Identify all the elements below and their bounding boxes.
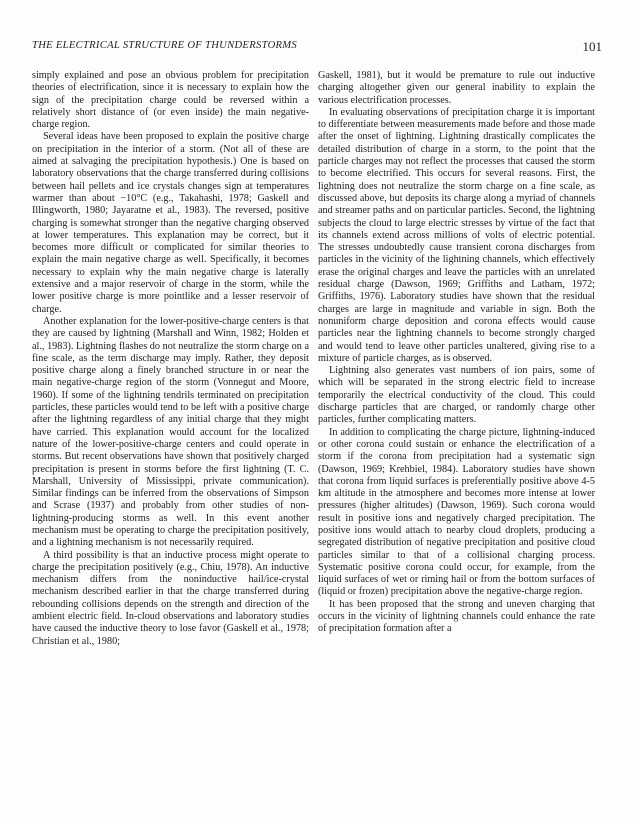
- paragraph: Gaskell, 1981), but it would be premature to rule out inductive charging altogether given our general inability to explain the various electrification processes.: [318, 70, 595, 106]
- page-number: 101: [582, 39, 602, 54]
- paragraph: In evaluating observations of precipitation charge it is important to differentiate between measurements made before and those made after the onset of lightning. Lightning drastically complicates the detailed distribution of charge in a storm, to the point that the particle charges may not reflect the processes that caused the storm to become electrified. This occurs for several reasons. First, the lightning does not neutralize the storm charge on a fine scale, as discussed above, but deposits its charge along a myriad of channels and streamer paths and on particular particles. Second, the lightning subjects the cloud to large electric stresses by virtue of the fact that its channels extend across millions of volts of electric potential. The stresses undoubtedly cause transient corona discharges from particles in the vicinity of the lightning channels, which effectively erase the original charges and leave the particles with an unrelated residual charge (Dawson, 1969; Griffiths and Latham, 1972; Griffiths, 1976). Laboratory studies have shown that the residual charges are large in magnitude and variable in sign. Both the nonuniform charge deposition and corona effects would cause particles near the lightning channels to become strongly charged and would tend to leave other particles unaltered, giving rise to a mixture of particle charges, as is observed.: [318, 106, 595, 364]
- paragraph: Lightning also generates vast numbers of ion pairs, some of which will be separated in the strong electric field to increase temporarily the electrical conductivity of the cloud. This could discharge particles that are charged, or randomly charge other particles, further complicating matters.: [318, 365, 595, 426]
- paragraph: In addition to complicating the charge picture, lightning-induced or other corona could sustain or enhance the electrification of a storm if the corona from precipitation had a systematic sign (Dawson, 1969; Krehbiel, 1984). Laboratory studies have shown that corona from liquid surfaces is preferentially positive above 4-5 km altitude in the atmosphere and becomes more intense at lower pressures (higher altitudes) (Dawson, 1969). Such corona would result in positive ions and negatively charged precipitation. The positive ions would attach to nearby cloud droplets, producing a segregated distribution of negative precipitation and positive cloud particles similar to that of a collisional charging process. Systematic positive corona could occur, for example, from the liquid surfaces of wet or riming hail or from the bottom surfaces of (liquid or frozen) precipitation above the negative-charge region.: [318, 426, 595, 598]
- left-column: [32, 70, 309, 648]
- paragraph: It has been proposed that the strong and uneven charging that occurs in the vicinity of lightning channels could enhance the rate of precipitation formation after a: [318, 598, 595, 635]
- paragraph: Several ideas have been proposed to explain the positive charge on precipitation in the interior of a storm. (Not all of these are aimed at salvaging the precipitation hypothesis.) One is based on laboratory observations that the charge transferred during collisions between hail pellets and ice crystals changes sign at temperatures warmer than about −10°C (e.g., Takahashi, 1978; Gaskell and Illingworth, 1980; Jayaratne et al., 1983). The reversed, positive charging is somewhat stronger than the negative charging observed at lower temperatures. This explanation may be correct, but it becomes more difficult or complicated for similar theories to explain the main negative charge as well. Specifically, it becomes necessary to explain why the main negative charge is laterally extensive and a major reservoir of charge in the storm, while the lower positive charge is more pointlike and a lesser reservoir of charge.: [32, 131, 309, 315]
- paragraph: A third possibility is that an inductive process might operate to charge the precipitation positively (e.g., Chiu, 1978). An inductive mechanism differs from the noninductive hail/ice-crystal mechanism described earlier in that the charge transferred during rebounding collisions depends on the strength and direction of the ambient electric field. In-cloud observations and laboratory studies have caused the inductive theory to lose favor (Gaskell et al., 1978; Christian et al., 1980;: [32, 549, 309, 647]
- paragraph: Another explanation for the lower-positive-charge centers is that they are caused by lightning (Marshall and Winn, 1982; Holden et al., 1983). Lightning flashes do not neutralize the storm charge on a fine scale, as the term discharge may imply. Rather, they deposit positive charge along a finely branched structure in or near the main negative-charge region of the storm (Vonnegut and Moore, 1960). If some of the lightning tendrils terminated on precipitation particles, these particles would tend to be left with a positive charge after the lightning regardless of any initial charge that they might have carried. This explanation would account for the localized nature of the lower-positive-charge centers and could operate in storms. But recent observations have shown that positively charged precipitation is present in storms before the first lightning (T. C. Marshall, University of Mississippi, private communication). Similar findings can be inferred from the observations of Simpson and Scrase (1937) and probably from other studies of non-lightning-producing storms as well. In this event another mechanism must be operating to charge the precipitation positively, and a lightning mechanism is not necessarily required.: [32, 315, 309, 549]
- running-title: THE ELECTRICAL STRUCTURE OF THUNDERSTORMS: [32, 40, 298, 51]
- paragraph: simply explained and pose an obvious problem for precipitation theories of electrification, since it is necessary to explain how the sign of the precipitation charge could be reversed within a relatively short distance of (or even inside) the main negative-charge region.: [32, 70, 309, 131]
- right-column: [318, 70, 595, 636]
- page-header: [32, 40, 602, 56]
